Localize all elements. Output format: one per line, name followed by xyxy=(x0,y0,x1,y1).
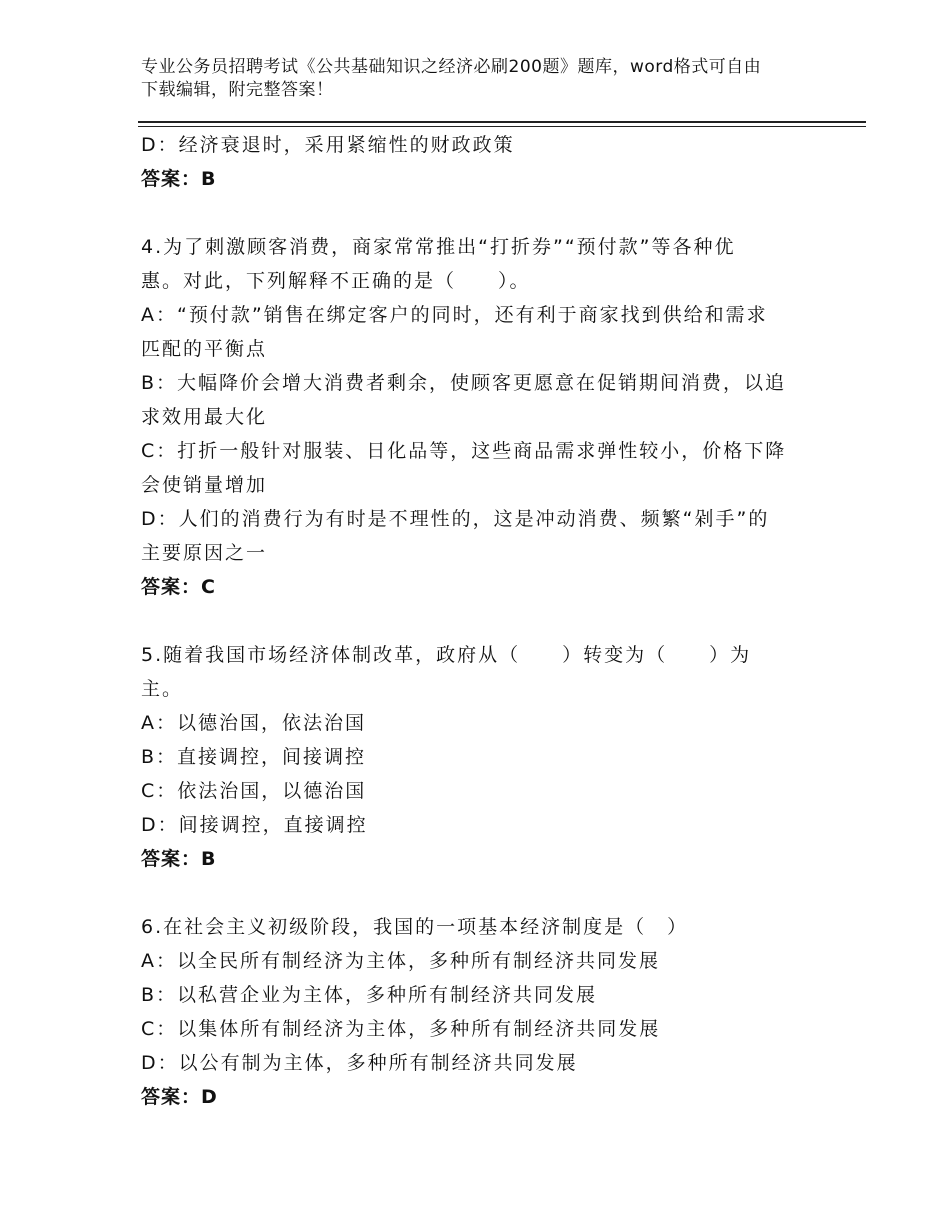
q4-stem-line-1: 4.为了刺激顾客消费，商家常常推出“打折券”“预付款”等各种优 xyxy=(141,236,736,258)
q4-answer: 答案：C xyxy=(141,576,216,598)
spacer xyxy=(141,604,811,638)
q5-answer: 答案：B xyxy=(141,848,217,870)
q6-stem: 6.在社会主义初级阶段，我国的一项基本经济制度是（ ） xyxy=(141,916,689,938)
q4-option-a-line-2: 匹配的平衡点 xyxy=(141,338,268,360)
header-line-1: 专业公务员招聘考试《公共基础知识之经济必刷200题》题库，word格式可自由 xyxy=(141,57,762,77)
question-4 xyxy=(141,230,811,604)
question-content xyxy=(141,128,811,1114)
question-3-tail xyxy=(141,128,811,196)
question-5 xyxy=(141,638,811,876)
q5-option-c: C：依法治国，以德治国 xyxy=(141,780,367,802)
q4-option-b-line-2: 求效用最大化 xyxy=(141,406,268,428)
q5-option-d: D：间接调控，直接调控 xyxy=(141,814,368,836)
header-divider-thin xyxy=(138,126,866,127)
header-divider-thick xyxy=(138,121,866,123)
q4-option-b-line-1: B：大幅降价会增大消费者剩余，使顾客更愿意在促销期间消费，以追 xyxy=(141,372,787,394)
q4-option-d-line-1: D：人们的消费行为有时是不理性的，这是冲动消费、频繁“剁手”的 xyxy=(141,508,770,530)
question-6 xyxy=(141,910,811,1114)
q6-option-b: B：以私营企业为主体，多种所有制经济共同发展 xyxy=(141,984,598,1006)
q6-option-c: C：以集体所有制经济为主体，多种所有制经济共同发展 xyxy=(141,1018,661,1040)
q4-stem-line-2: 惠。对此，下列解释不正确的是（ ）。 xyxy=(141,270,531,292)
q4-option-c-line-1: C：打折一般针对服装、日化品等，这些商品需求弹性较小，价格下降 xyxy=(141,440,787,462)
q6-option-a: A：以全民所有制经济为主体，多种所有制经济共同发展 xyxy=(141,950,660,972)
q3-option-d: D：经济衰退时，采用紧缩性的财政政策 xyxy=(141,134,515,156)
q5-option-b: B：直接调控，间接调控 xyxy=(141,746,367,768)
q6-option-d: D：以公有制为主体，多种所有制经济共同发展 xyxy=(141,1052,578,1074)
spacer xyxy=(141,196,811,230)
document-header xyxy=(141,56,821,102)
q5-option-a: A：以德治国，依法治国 xyxy=(141,712,366,734)
q4-option-a-line-1: A：“预付款”销售在绑定客户的同时，还有利于商家找到供给和需求 xyxy=(141,304,768,326)
q5-stem-line-2: 主。 xyxy=(141,678,184,700)
q4-option-d-line-2: 主要原因之一 xyxy=(141,542,268,564)
spacer xyxy=(141,876,811,910)
q6-answer: 答案：D xyxy=(141,1086,218,1108)
q5-stem-line-1: 5.随着我国市场经济体制改革，政府从（ ）转变为（ ）为 xyxy=(141,644,752,666)
q3-answer: 答案：B xyxy=(141,168,217,190)
q4-option-c-line-2: 会使销量增加 xyxy=(141,474,268,496)
header-line-2: 下载编辑，附完整答案！ xyxy=(141,80,334,100)
